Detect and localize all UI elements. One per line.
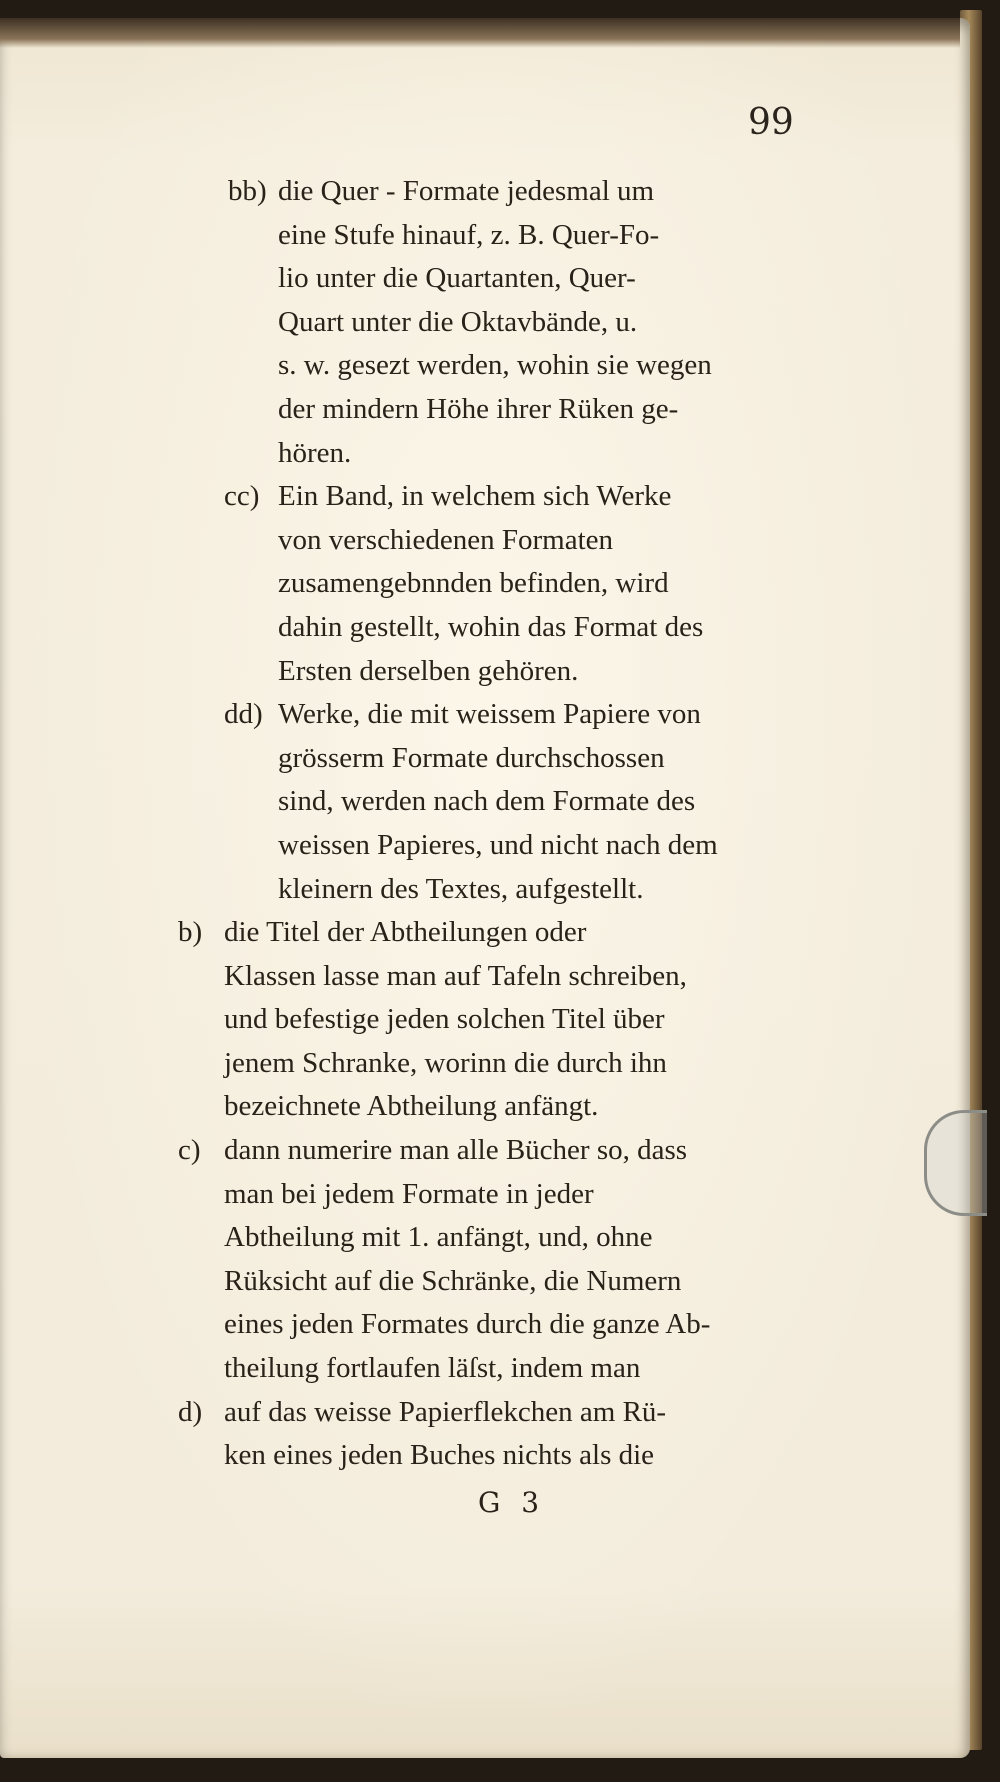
text-line — [178, 1303, 818, 1347]
text-line — [178, 868, 818, 912]
list-item-b — [178, 911, 818, 1129]
text-line — [178, 1216, 818, 1260]
text-line — [178, 214, 818, 258]
text-line — [178, 344, 818, 388]
item-marker: d) — [178, 1395, 203, 1428]
text-line — [178, 606, 818, 650]
line-text: auf das weisse Papierflekchen am Rü- — [224, 1395, 667, 1428]
line-text: zusamengebnnden befinden, wird — [278, 567, 669, 600]
line-text: dahin gestellt, wohin das Format des — [278, 610, 704, 643]
line-text: Quart unter die Oktavbände, u. — [278, 305, 638, 338]
text-line — [178, 301, 818, 345]
line-text: der mindern Höhe ihrer Rüken ge- — [278, 392, 679, 425]
list-item-c — [178, 1129, 818, 1391]
line-text: und befestige jeden solchen Titel über — [224, 1003, 665, 1036]
list-item-d — [178, 1391, 818, 1478]
line-text: sind, werden nach dem Formate des — [278, 785, 696, 818]
page-text — [178, 170, 818, 1478]
line-text: theilung fortlaufen läſst, indem man — [224, 1352, 641, 1385]
item-marker: c) — [178, 1134, 201, 1167]
text-line — [178, 911, 818, 955]
text-line — [178, 1391, 818, 1435]
list-item-cc — [178, 475, 818, 693]
line-text: eine Stufe hinauf, z. B. Quer-Fo- — [278, 218, 660, 251]
line-text: man bei jedem Formate in jeder — [224, 1177, 594, 1210]
text-line — [178, 693, 818, 737]
line-text: Ersten derselben gehören. — [278, 654, 579, 687]
item-marker: cc) — [224, 480, 260, 513]
line-text: lio unter die Quartanten, Quer- — [278, 262, 636, 295]
line-text: von verschiedenen Formaten — [278, 523, 614, 556]
text-line — [178, 1260, 818, 1304]
line-text: Ein Band, in welchem sich Werke — [278, 480, 672, 513]
page-clip — [924, 1110, 987, 1216]
line-text: hören. — [278, 436, 352, 469]
text-line — [178, 824, 818, 868]
text-line — [178, 1347, 818, 1391]
item-marker: dd) — [224, 698, 263, 731]
text-line — [178, 257, 818, 301]
signature-mark: G 3 — [478, 1486, 546, 1519]
line-text: Klassen lasse man auf Tafeln schreiben, — [224, 959, 687, 992]
text-line — [178, 1129, 818, 1173]
text-line — [178, 780, 818, 824]
line-text: grösserm Formate durchschossen — [278, 741, 665, 774]
text-line — [178, 1173, 818, 1217]
line-text: die Quer - Formate jedesmal um — [278, 175, 655, 207]
text-line — [178, 1042, 818, 1086]
text-line — [178, 170, 818, 214]
text-line — [178, 432, 818, 476]
text-line — [178, 388, 818, 432]
line-text: s. w. gesezt werden, wohin sie wegen — [278, 349, 712, 382]
line-text: die Titel der Abtheilungen oder — [224, 916, 587, 949]
line-text: bezeichnete Abtheilung anfängt. — [224, 1090, 599, 1123]
list-item-dd — [178, 693, 818, 911]
item-marker: bb) — [228, 175, 267, 207]
line-text: jenem Schranke, worinn die durch ihn — [224, 1046, 667, 1079]
page-number: 99 — [748, 102, 794, 143]
text-line — [178, 475, 818, 519]
text-line — [178, 1085, 818, 1129]
line-text: Rüksicht auf die Schränke, die Numern — [224, 1264, 682, 1297]
line-text: kleinern des Textes, aufgestellt. — [278, 872, 644, 905]
line-text: Abtheilung mit 1. anfängt, und, ohne — [224, 1221, 653, 1254]
text-line — [178, 519, 818, 563]
text-line — [178, 737, 818, 781]
line-text: dann numerire man alle Bücher so, dass — [224, 1134, 688, 1167]
line-text: eines jeden Formates durch die ganze Ab- — [224, 1308, 711, 1341]
text-line — [178, 650, 818, 694]
line-text: ken eines jeden Buches nichts als die — [224, 1439, 655, 1472]
text-line — [178, 562, 818, 606]
text-line — [178, 998, 818, 1042]
text-line — [178, 1434, 818, 1478]
item-marker: b) — [178, 916, 203, 949]
page-top-shadow — [0, 18, 960, 48]
list-item-bb — [178, 170, 818, 475]
text-line — [178, 955, 818, 999]
line-text: Werke, die mit weissem Papiere von — [278, 698, 701, 731]
line-text: weissen Papieres, und nicht nach dem — [278, 828, 718, 861]
